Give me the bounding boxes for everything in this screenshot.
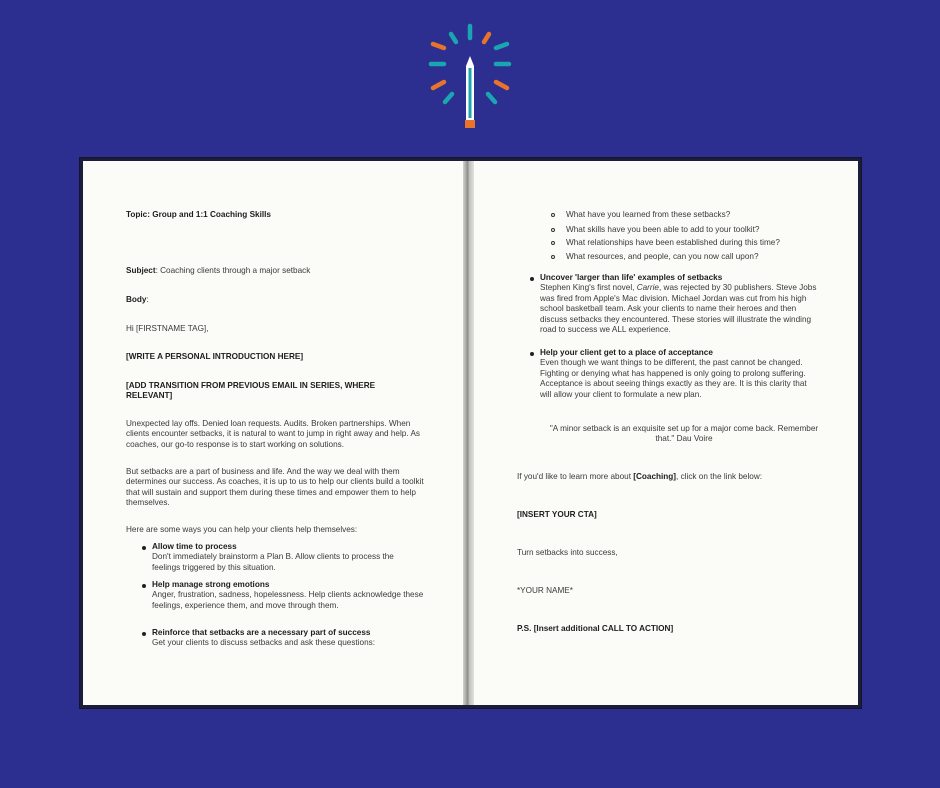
bullet-dot xyxy=(142,584,146,588)
quote: "A minor setback is an exquisite set up for a major come back. Remember that." Dau Voire xyxy=(549,424,819,444)
question-item: What skills have you been able to add to your toolkit? xyxy=(566,225,760,234)
paragraph-3: Here are some ways you can help your clients help themselves: xyxy=(126,525,358,534)
bullet-dot xyxy=(530,352,534,356)
learn-more-text: If you'd like to learn more about xyxy=(517,472,634,481)
left-page xyxy=(83,161,463,705)
body-label: Body xyxy=(126,295,147,304)
closing-line: Turn setbacks into success, xyxy=(517,548,618,557)
learn-more-line xyxy=(517,472,837,482)
bullet-title: Reinforce that setbacks are a necessary part of success xyxy=(152,628,371,637)
greeting: Hi [FIRSTNAME TAG], xyxy=(126,324,209,333)
body-colon: : xyxy=(146,295,149,304)
sub-bullet xyxy=(551,213,555,217)
bullet-item-3 xyxy=(152,628,424,649)
document-spread xyxy=(80,158,861,708)
learn-more-topic: [Coaching] xyxy=(633,472,677,481)
bullet-title: Help your client get to a place of acceptance xyxy=(540,348,713,357)
intro-placeholder: [WRITE A PERSONAL INTRODUCTION HERE] xyxy=(126,352,304,361)
pencil-burst-icon xyxy=(425,22,515,134)
transition-placeholder: [ADD TRANSITION FROM PREVIOUS EMAIL IN SERIES, WHERE RELEVANT] xyxy=(126,381,376,401)
subject-line xyxy=(126,266,426,276)
sender-name: *YOUR NAME* xyxy=(517,586,573,595)
sub-bullet xyxy=(551,228,555,232)
bullet-item-examples xyxy=(540,273,820,335)
sub-bullet xyxy=(551,241,555,245)
bullet-text-part: , was rejected by 30 publishers. Steve Jobs was fired from Apple's Mac division. Michael Jordan was cut from his high school basketball team. Ask your clients to name their heroes and then discuss setbacks they encountered. These stories will illustrate the winding road to success we ALL experience. xyxy=(540,283,817,335)
question-item: What resources, and people, can you now call upon? xyxy=(566,252,759,261)
bullet-item-1 xyxy=(152,542,424,573)
bullet-dot xyxy=(530,277,534,281)
subject-label: Subject xyxy=(126,266,156,275)
cta-placeholder: [INSERT YOUR CTA] xyxy=(517,510,597,519)
bullet-text xyxy=(540,283,820,335)
bullet-text: Get your clients to discuss setbacks and ask these questions: xyxy=(152,638,375,648)
bullet-text: Even though we want things to be different, the past cannot be changed. Fighting or denying what has happened is only going to prolong suffering. Acceptance is about seeing things exactly as they are. It is this clarity that will allow your client to formulate a new plan. xyxy=(540,358,807,399)
sub-bullet xyxy=(551,255,555,259)
bullet-text-part: Stephen King's first novel, xyxy=(540,283,637,293)
question-item: What have you learned from these setbacks? xyxy=(566,210,731,219)
postscript: P.S. [Insert additional CALL TO ACTION] xyxy=(517,624,674,633)
bullet-title: Allow time to process xyxy=(152,542,237,551)
subject-text: : Coaching clients through a major setback xyxy=(155,266,311,275)
book-gutter xyxy=(463,161,474,705)
bullet-text: Anger, frustration, sadness, hopelessness. Help clients acknowledge these feelings, experience them, and move through them. xyxy=(152,590,424,610)
book-title: Carrie xyxy=(636,283,659,293)
paragraph-2: But setbacks are a part of business and life. And the way we deal with them determines our success. As coaches, it is up to us to help our clients build a toolkit that will sustain and support them during these times and empower them to help themselves. xyxy=(126,467,424,508)
bullet-title: Uncover 'larger than life' examples of setbacks xyxy=(540,273,723,282)
bullet-dot xyxy=(142,546,146,550)
bullet-item-acceptance xyxy=(540,348,820,400)
right-page xyxy=(474,161,858,705)
bullet-dot xyxy=(142,632,146,636)
topic-heading: Topic: Group and 1:1 Coaching Skills xyxy=(126,210,271,219)
paragraph-1: Unexpected lay offs. Denied loan requests. Audits. Broken partnerships. When clients encounter setbacks, it is natural to want to jump in right away and help. As coaches, our go-to response is to start working on solutions. xyxy=(126,419,420,449)
body-line xyxy=(126,295,426,305)
question-item: What relationships have been established during this time? xyxy=(566,238,780,247)
bullet-item-2 xyxy=(152,580,424,611)
bullet-text: Don't immediately brainstorm a Plan B. Allow clients to process the feelings triggered by this situation. xyxy=(152,552,394,572)
learn-more-text: , click on the link below: xyxy=(676,472,763,481)
bullet-title: Help manage strong emotions xyxy=(152,580,270,589)
